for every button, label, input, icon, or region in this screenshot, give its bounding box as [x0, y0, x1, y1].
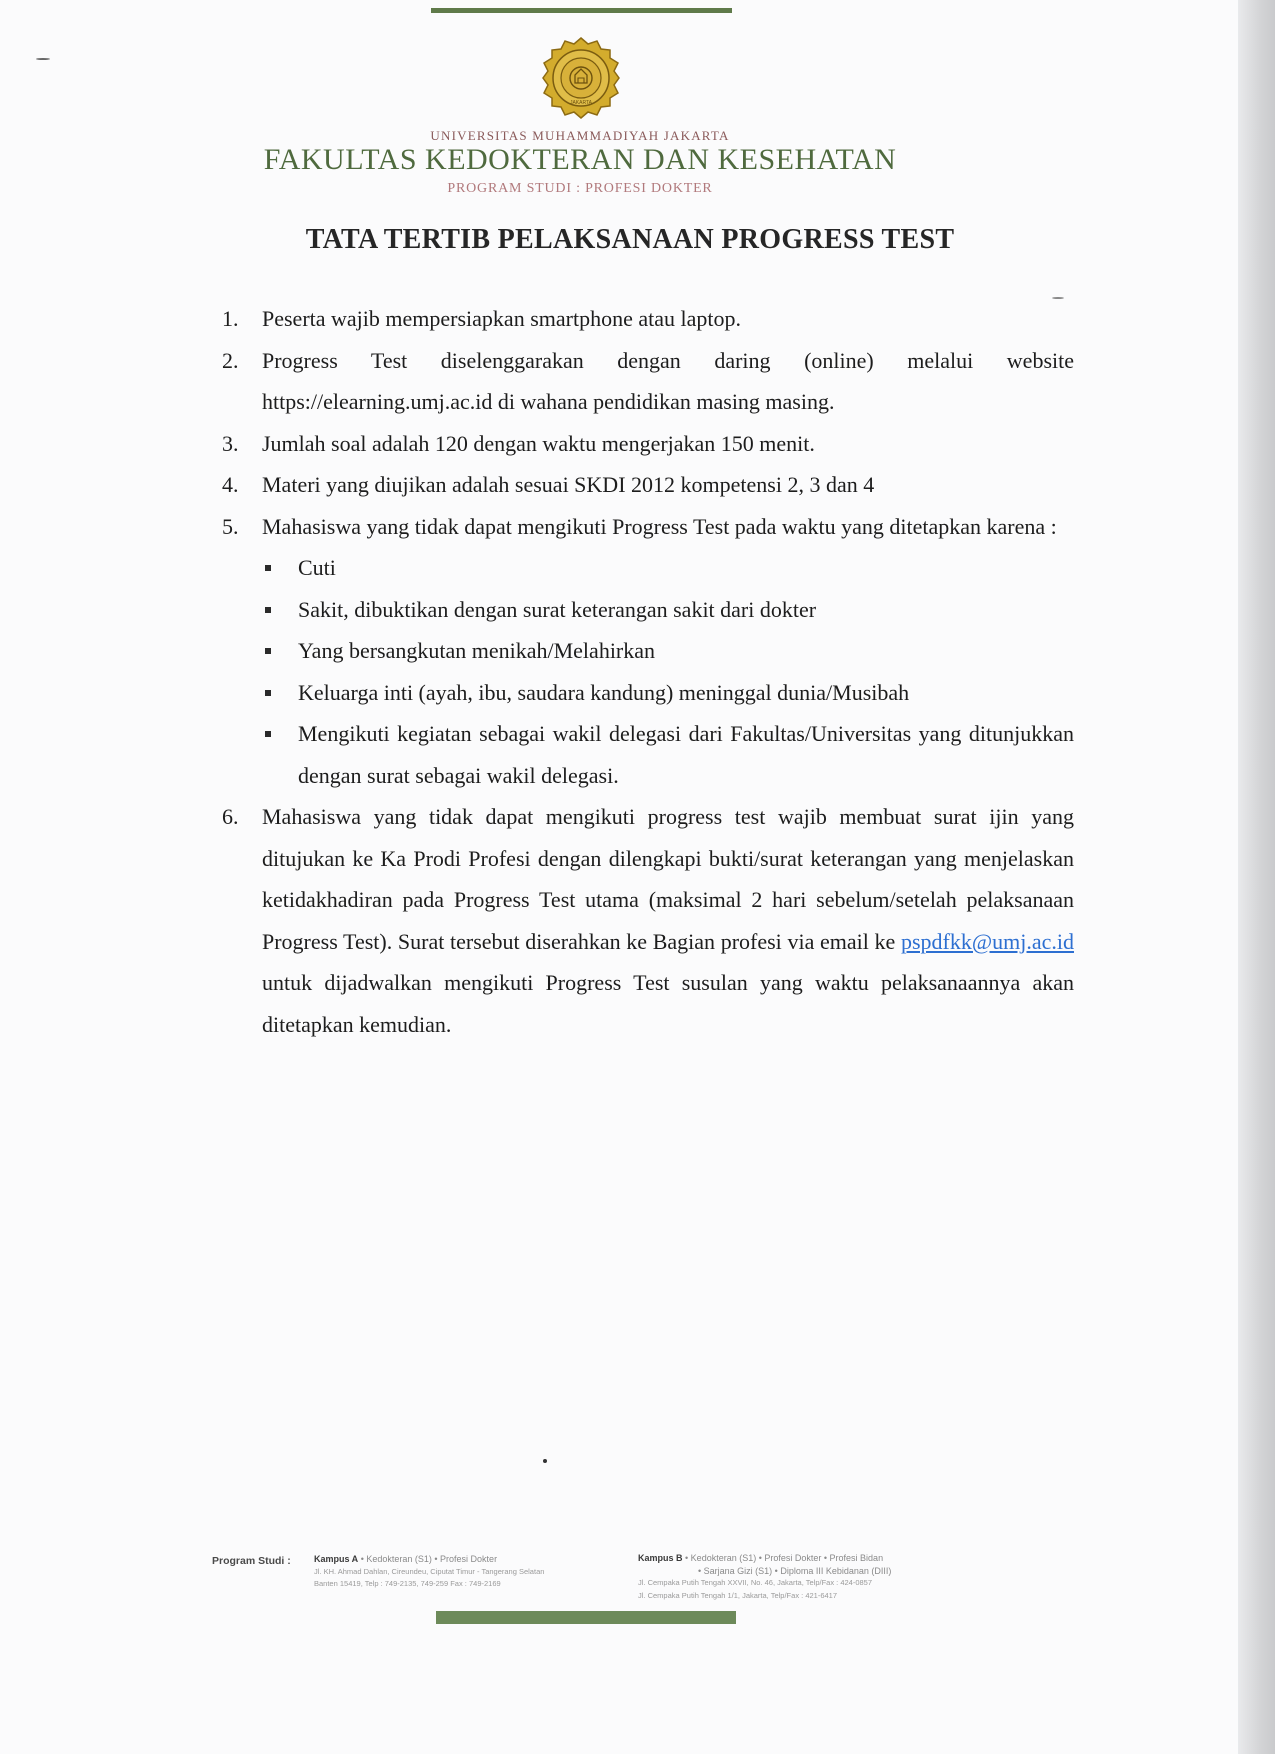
faculty-name: FAKULTAS KEDOKTERAN DAN KESEHATAN — [263, 143, 897, 176]
rule-number: 1. — [222, 306, 239, 331]
rule-text: Jumlah soal adalah 120 dengan waktu mengerjakan 150 menit. — [262, 430, 815, 456]
rule-text: Progress Test diselenggarakan dengan daring (online) melalui website https://elearning.umj.ac.id di wahana pendidikan masing masing. — [262, 347, 1074, 414]
campus-b-name: Kampus B — [638, 1553, 683, 1563]
rule-number: 5. — [222, 513, 239, 539]
list-item — [262, 630, 1074, 672]
campus-a-address: Jl. KH. Ahmad Dahlan, Cireundeu, Ciputat Timur - Tangerang Selatan — [314, 1566, 545, 1576]
square-bullet-icon — [265, 690, 271, 696]
page-footer — [212, 1553, 992, 1609]
rule-item — [222, 340, 1074, 423]
header-rule — [431, 8, 732, 13]
reason-text: Yang bersangkutan menikah/Melahirkan — [298, 638, 656, 663]
rule-number: 2. — [222, 347, 239, 373]
rule-text: untuk dijadwalkan mengikuti Progress Test susulan yang waktu pelaksanaannya akan ditetapkan kemudian. — [262, 970, 1074, 1037]
reason-text: Sakit, dibuktikan dengan surat keterangan sakit dari dokter — [298, 596, 817, 622]
scan-shadow-edge — [1238, 0, 1275, 1754]
campus-b-programs-2: • Sarjana Gizi (S1) • Diploma III Kebidanan (DIII) — [698, 1565, 892, 1576]
square-bullet-icon — [265, 565, 271, 571]
email-link[interactable]: pspdfkk@umj.ac.id — [900, 928, 1074, 954]
campus-a-programs: • Kedokteran (S1) • Profesi Dokter — [360, 1554, 498, 1564]
rule-text: Peserta wajib mempersiapkan smartphone atau laptop. — [262, 306, 741, 331]
rule-number: 6. — [222, 804, 239, 829]
absence-reasons-list — [262, 547, 1074, 796]
list-item — [262, 547, 1074, 589]
square-bullet-icon — [265, 648, 271, 654]
square-bullet-icon — [265, 731, 271, 737]
study-program: PROGRAM STUDI : PROFESI DOKTER — [447, 181, 713, 196]
rule-item — [222, 298, 1074, 340]
campus-b-info — [638, 1552, 891, 1602]
reason-text: Keluarga inti (ayah, ibu, saudara kandung) meninggal dunia/Musibah — [298, 679, 910, 705]
footer-label: Program Studi : — [212, 1555, 291, 1567]
list-item — [262, 672, 1074, 714]
reason-text: Cuti — [298, 555, 336, 580]
campus-b-contact: Jl. Cempaka Putih Tengah 1/1, Jakarta, Telp/Fax : 421-6417 — [638, 1590, 838, 1600]
campus-a-name: Kampus A — [314, 1554, 359, 1564]
scan-speck — [543, 1459, 547, 1463]
campus-a-info — [314, 1553, 544, 1591]
footer-rule — [436, 1611, 736, 1624]
rule-item — [222, 423, 1074, 465]
campus-b-programs: • Kedokteran (S1) • Profesi Dokter • Profesi Bidan — [685, 1553, 884, 1563]
rule-number: 4. — [222, 472, 239, 497]
university-seal-logo — [542, 37, 620, 119]
rule-text: Mahasiswa yang tidak dapat mengikuti Progress Test pada waktu yang ditetapkan karena : — [262, 513, 1057, 539]
campus-b-address: Jl. Cempaka Putih Tengah XXVII, No. 46, Jakarta, Telp/Fax : 424-0857 — [638, 1578, 873, 1587]
list-item — [262, 713, 1074, 796]
document-title: TATA TERTIB PELAKSANAAN PROGRESS TEST — [305, 224, 955, 255]
campus-a-contact: Banten 15419, Telp : 749-2135, 749-259 Fax : 749-2169 — [314, 1579, 501, 1588]
seal-caption: JAKARTA — [569, 100, 593, 106]
rules-list — [222, 298, 1074, 1045]
rule-text: Materi yang diujikan adalah sesuai SKDI 2012 kompetensi 2, 3 dan 4 — [262, 472, 875, 497]
scan-speck — [1052, 297, 1064, 299]
rule-item — [222, 506, 1074, 797]
reason-text: Mengikuti kegiatan sebagai wakil delegasi dari Fakultas/Universitas yang ditunjukkan dengan surat sebagai wakil delegasi. — [298, 721, 1074, 788]
university-name: UNIVERSITAS MUHAMMADIYAH JAKARTA — [430, 128, 730, 143]
square-bullet-icon — [265, 607, 271, 613]
scan-speck — [36, 58, 50, 60]
rule-text: Mahasiswa yang tidak dapat mengikuti progress test wajib membuat surat ijin yang ditujukan ke Ka Prodi Profesi dengan dilengkapi bukti/surat keterangan yang menjelaskan ketidakhadiran pada Progress Test utama (maksimal 2 hari sebelum/setelah pelaksanaan Progress Test). Surat tersebut diserahkan ke Bagian profesi via email ke — [262, 804, 1074, 954]
rule-item — [222, 796, 1074, 1045]
rule-item — [222, 464, 1074, 506]
rule-number: 3. — [222, 430, 239, 456]
list-item — [262, 589, 1074, 631]
